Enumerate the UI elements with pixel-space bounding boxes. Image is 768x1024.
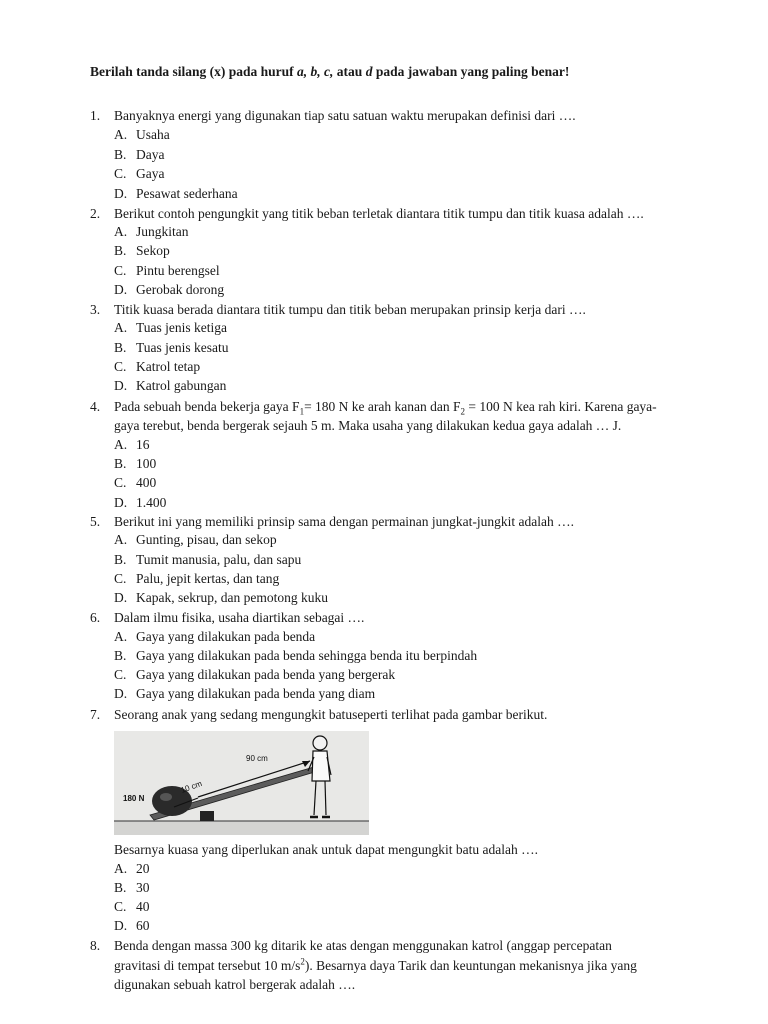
option-text: Gunting, pisau, dan sekop	[136, 532, 277, 547]
fulcrum-block	[200, 811, 214, 821]
answer-option[interactable]	[114, 916, 150, 935]
option-letter: C.	[114, 166, 127, 181]
answer-option[interactable]	[114, 665, 395, 684]
option-letter: D.	[114, 590, 128, 605]
answer-option[interactable]	[114, 338, 229, 357]
option-text: Tumit manusia, palu, dan sapu	[136, 552, 302, 567]
option-letter: A.	[114, 532, 128, 547]
question-text-part: gravitasi di tempat tersebut 10 m/s	[114, 958, 301, 973]
option-letter: A.	[114, 861, 128, 876]
option-text: Gerobak dorong	[136, 282, 225, 297]
question-number: 1.	[90, 108, 101, 123]
option-letter: C.	[114, 475, 127, 490]
answer-option[interactable]	[114, 376, 226, 395]
question-text: Seorang anak yang sedang mengungkit batuseperti terlihat pada gambar berikut.	[114, 707, 548, 722]
option-text: Pesawat sederhana	[136, 186, 238, 201]
option-letter: C.	[114, 359, 127, 374]
answer-option[interactable]	[114, 627, 315, 646]
option-letter: D.	[114, 686, 128, 701]
option-text: Gaya yang dilakukan pada benda sehingga benda itu berpindah	[136, 648, 478, 663]
option-letter: B.	[114, 648, 127, 663]
instruction-heading	[90, 64, 569, 80]
question-text-part: Pada sebuah benda bekerja gaya F	[114, 399, 300, 414]
option-letter: C.	[114, 263, 127, 278]
answer-option[interactable]	[114, 550, 301, 569]
question-text-part: ). Besarnya daya Tarik dan keuntungan mekanisnya jika yang	[304, 958, 637, 973]
question-text-continued	[114, 956, 637, 975]
question-number: 3.	[90, 302, 101, 317]
answer-option[interactable]	[114, 184, 238, 203]
option-text: Tuas jenis ketiga	[136, 320, 227, 335]
instruction-letter-a: a,	[297, 64, 308, 79]
answer-option[interactable]	[114, 318, 227, 337]
option-text: Palu, jepit kertas, dan tang	[136, 571, 280, 586]
figure-label-load: 180 N	[123, 794, 145, 803]
question-text: Berikut ini yang memiliki prinsip sama dengan permainan jungkat-jungkit adalah ….	[114, 514, 575, 529]
question-number: 6.	[90, 610, 101, 625]
option-letter: A.	[114, 224, 128, 239]
option-letter: D.	[114, 495, 128, 510]
answer-option[interactable]	[114, 454, 156, 473]
lever-figure	[114, 731, 369, 835]
option-text: Jungkitan	[136, 224, 189, 239]
subscript: 1	[299, 406, 305, 417]
option-text: 20	[136, 861, 150, 876]
question-text: Titik kuasa berada diantara titik tumpu dan titik beban merupakan prinsip kerja dari ….	[114, 302, 586, 317]
option-letter: D.	[114, 918, 128, 933]
option-letter: A.	[114, 127, 128, 142]
option-text: Tuas jenis kesatu	[136, 340, 229, 355]
answer-option[interactable]	[114, 473, 156, 492]
figure-label-long: 90 cm	[246, 754, 268, 763]
answer-option[interactable]	[114, 588, 328, 607]
option-text: Katrol gabungan	[136, 378, 227, 393]
option-text: 1.400	[136, 495, 167, 510]
option-text: Gaya yang dilakukan pada benda yang bergerak	[136, 667, 396, 682]
option-letter: B.	[114, 552, 127, 567]
option-letter: C.	[114, 667, 127, 682]
option-text: Usaha	[136, 127, 170, 142]
option-text: 60	[136, 918, 150, 933]
option-letter: C.	[114, 571, 127, 586]
question-text-continued: Besarnya kuasa yang diperlukan anak untuk dapat mengungkit batu adalah ….	[114, 842, 538, 857]
question-text-part: = 180 N ke arah kanan dan F	[304, 399, 461, 414]
option-letter: D.	[114, 378, 128, 393]
option-letter: B.	[114, 456, 127, 471]
answer-option[interactable]	[114, 859, 150, 878]
question-text-continued: digunakan sebuah katrol bergerak adalah ….	[114, 977, 356, 992]
option-text: 16	[136, 437, 150, 452]
answer-option[interactable]	[114, 646, 477, 665]
option-text: Gaya yang dilakukan pada benda yang diam	[136, 686, 376, 701]
lever-illustration	[114, 731, 369, 835]
instruction-letter-c: c,	[324, 64, 334, 79]
answer-option[interactable]	[114, 261, 220, 280]
superscript: 2	[300, 956, 305, 967]
question-number: 7.	[90, 707, 101, 722]
option-text: 100	[136, 456, 157, 471]
option-text: Katrol tetap	[136, 359, 201, 374]
answer-option[interactable]	[114, 435, 150, 454]
answer-option[interactable]	[114, 222, 189, 241]
answer-option[interactable]	[114, 530, 277, 549]
option-text: Kapak, sekrup, dan pemotong kuku	[136, 590, 328, 605]
answer-option[interactable]	[114, 357, 200, 376]
option-letter: D.	[114, 186, 128, 201]
answer-option[interactable]	[114, 145, 164, 164]
instruction-letter-d: d	[365, 64, 373, 79]
option-text: 40	[136, 899, 150, 914]
option-text: Gaya	[136, 166, 165, 181]
answer-option[interactable]	[114, 493, 166, 512]
instruction-letter-b: b,	[310, 64, 321, 79]
option-text: Sekop	[136, 243, 170, 258]
figure-label-short: 10 cm	[179, 778, 204, 795]
question-text: Banyaknya energi yang digunakan tiap satu satuan waktu merupakan definisi dari ….	[114, 108, 576, 123]
instruction-and: atau	[336, 64, 363, 79]
option-letter: B.	[114, 880, 127, 895]
ground	[114, 821, 369, 835]
question-text	[114, 397, 657, 416]
question-number: 2.	[90, 206, 101, 221]
question-text-part: = 100 N kea rah kiri. Karena gaya-	[465, 399, 657, 414]
option-letter: B.	[114, 147, 127, 162]
question-text: Benda dengan massa 300 kg ditarik ke atas dengan menggunakan katrol (anggap percepatan	[114, 938, 612, 953]
option-text: 400	[136, 475, 157, 490]
option-letter: A.	[114, 629, 128, 644]
option-letter: A.	[114, 437, 128, 452]
option-text: Gaya yang dilakukan pada benda	[136, 629, 316, 644]
answer-option[interactable]	[114, 164, 164, 183]
option-text: Pintu berengsel	[136, 263, 220, 278]
answer-option[interactable]	[114, 684, 375, 703]
question-text-continued: gaya terebut, benda bergerak sejauh 5 m. Maka usaha yang dilakukan kedua gaya adalah … J.	[114, 418, 622, 433]
answer-option[interactable]	[114, 878, 150, 897]
question-number: 5.	[90, 514, 101, 529]
question-text: Dalam ilmu fisika, usaha diartikan sebagai ….	[114, 610, 365, 625]
option-letter: C.	[114, 899, 127, 914]
option-letter: B.	[114, 243, 127, 258]
answer-option[interactable]	[114, 280, 224, 299]
answer-option[interactable]	[114, 569, 279, 588]
instruction-text: Berilah tanda silang (x) pada huruf	[90, 64, 298, 79]
option-text: Daya	[136, 147, 165, 162]
option-letter: B.	[114, 340, 127, 355]
option-text: 30	[136, 880, 150, 895]
answer-option[interactable]	[114, 125, 170, 144]
question-number: 4.	[90, 399, 101, 414]
option-letter: A.	[114, 320, 128, 335]
answer-option[interactable]	[114, 897, 150, 916]
question-number: 8.	[90, 938, 101, 953]
subscript: 2	[460, 406, 466, 417]
instruction-text-end: pada jawaban yang paling benar!	[375, 64, 570, 79]
question-text: Berikut contoh pengungkit yang titik beban terletak diantara titik tumpu dan titik kuasa adalah ….	[114, 206, 644, 221]
answer-option[interactable]	[114, 241, 170, 260]
option-letter: D.	[114, 282, 128, 297]
